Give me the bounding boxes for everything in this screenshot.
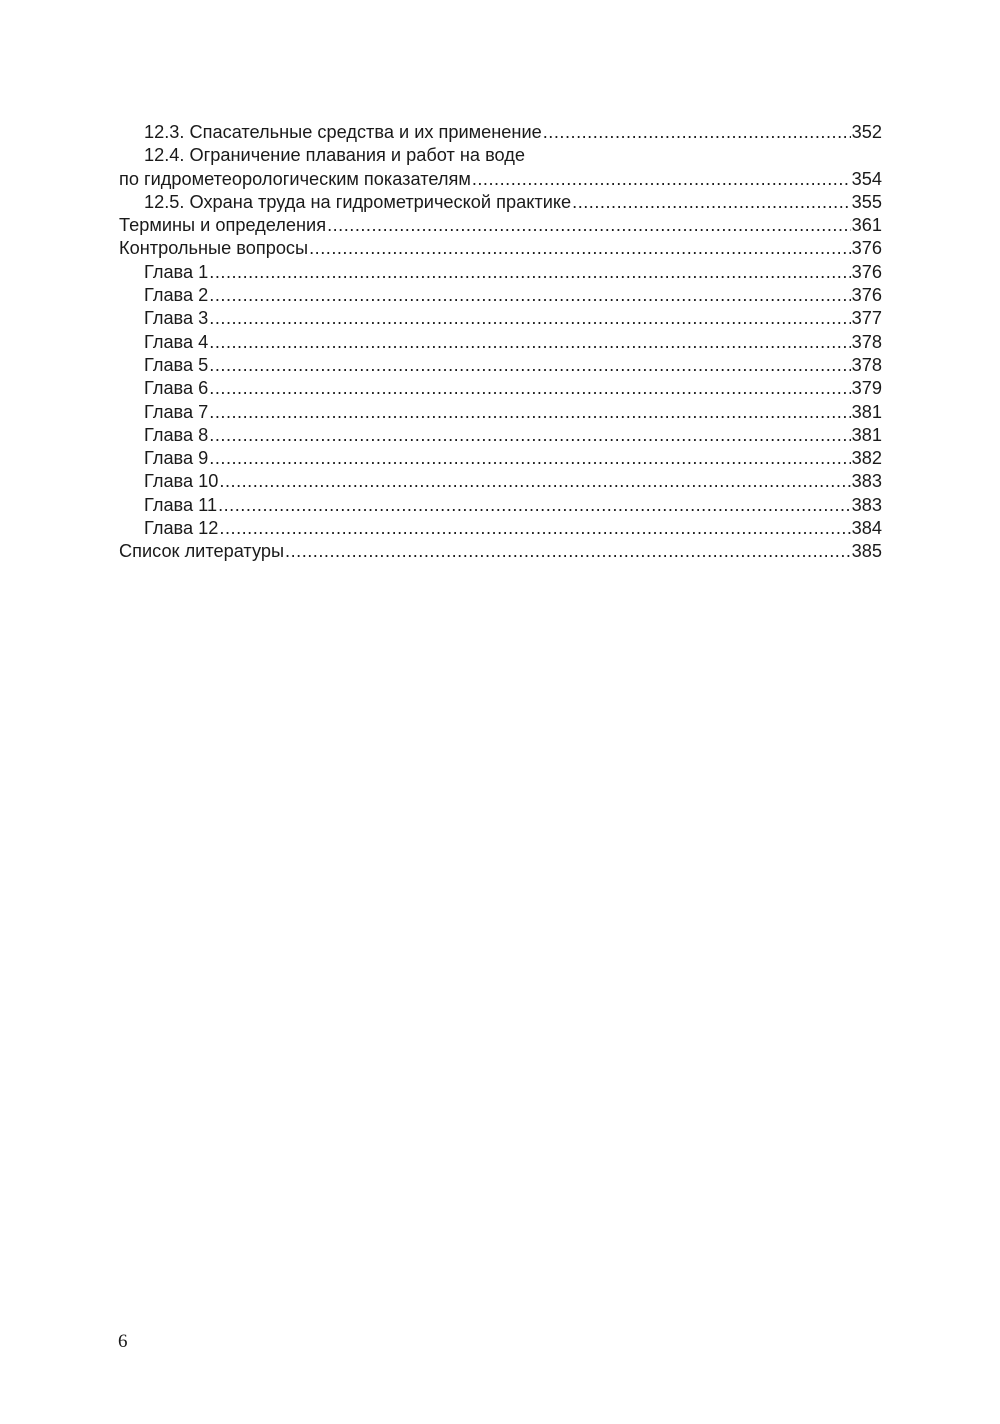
toc-entry-page: 378 bbox=[851, 354, 882, 375]
toc-entry-title: Глава 9 bbox=[144, 448, 209, 469]
toc-entry-page: 376 bbox=[851, 238, 882, 259]
toc-leader-dots bbox=[327, 214, 851, 237]
toc-entry-chapter-3[interactable] bbox=[119, 307, 882, 330]
toc-entry-chapter-5[interactable] bbox=[119, 354, 882, 377]
toc-leader-dots bbox=[472, 168, 851, 191]
toc-leader-dots bbox=[209, 447, 850, 470]
toc-entry-page: 383 bbox=[851, 494, 882, 515]
toc-leader-dots bbox=[209, 401, 850, 424]
toc-leader-dots bbox=[219, 517, 850, 540]
toc-entry-chapter-9[interactable] bbox=[119, 447, 882, 470]
toc-entry-page: 381 bbox=[851, 424, 882, 445]
toc-leader-dots bbox=[209, 307, 850, 330]
toc-leader-dots bbox=[219, 470, 850, 493]
toc-entry-title: Глава 2 bbox=[144, 285, 209, 306]
toc-entry-title: 12.5. Охрана труда на гидрометрической практике bbox=[144, 191, 572, 212]
toc-leader-dots bbox=[543, 121, 851, 144]
toc-entry-page: 381 bbox=[851, 401, 882, 422]
toc-leader-dots bbox=[209, 284, 850, 307]
toc-entry-chapter-4[interactable] bbox=[119, 331, 882, 354]
toc-entry-title: Термины и определения bbox=[119, 215, 327, 236]
toc-entry-title: Глава 8 bbox=[144, 424, 209, 445]
toc-entry-title: Глава 6 bbox=[144, 378, 209, 399]
toc-entry-12-3[interactable] bbox=[119, 121, 882, 144]
toc-entry-title: Глава 7 bbox=[144, 401, 209, 422]
toc-entry-title: Контрольные вопросы bbox=[119, 238, 309, 259]
toc-entry-12-4-first-line[interactable] bbox=[119, 144, 882, 167]
toc-entry-chapter-12[interactable] bbox=[119, 517, 882, 540]
toc-entry-12-4-continuation[interactable] bbox=[119, 168, 882, 191]
toc-entry-title: Глава 3 bbox=[144, 308, 209, 329]
toc-entry-page: 376 bbox=[851, 285, 882, 306]
toc-entry-title: 12.3. Спасательные средства и их применение bbox=[144, 122, 542, 142]
toc-entry-chapter-8[interactable] bbox=[119, 424, 882, 447]
toc-entry-title: Глава 12 bbox=[144, 518, 219, 539]
toc-entry-title: Глава 11 bbox=[144, 494, 218, 515]
toc-leader-dots bbox=[209, 354, 850, 377]
toc-entry-terms[interactable] bbox=[119, 214, 882, 237]
toc-entry-12-5[interactable] bbox=[119, 191, 882, 214]
toc-entry-page: 377 bbox=[851, 308, 882, 329]
toc-entry-chapter-6[interactable] bbox=[119, 377, 882, 400]
toc-entry-title: 12.4. Ограничение плавания и работ на воде bbox=[144, 145, 526, 166]
toc-entry-title: Список литературы bbox=[119, 541, 285, 562]
toc-entry-page: 352 bbox=[851, 122, 882, 142]
toc-leader-dots bbox=[209, 424, 850, 447]
toc-entry-chapter-1[interactable] bbox=[119, 261, 882, 284]
toc-entry-title: Глава 4 bbox=[144, 331, 209, 352]
toc-leader-dots bbox=[209, 261, 850, 284]
toc-entry-page: 382 bbox=[851, 448, 882, 469]
toc-entry-page: 385 bbox=[851, 541, 882, 562]
toc-entry-title: по гидрометеорологическим показателям bbox=[119, 168, 471, 189]
toc-entry-page: 354 bbox=[851, 168, 882, 189]
page-number: 6 bbox=[118, 1331, 128, 1352]
toc-entry-page: 376 bbox=[851, 261, 882, 282]
toc-entry-page: 378 bbox=[851, 331, 882, 352]
toc-entry-title: Глава 1 bbox=[144, 261, 209, 282]
toc-entry-page: 361 bbox=[851, 215, 882, 236]
toc-entry-control-questions[interactable] bbox=[119, 237, 882, 260]
toc-entry-page: 384 bbox=[851, 518, 882, 539]
toc-entry-page: 379 bbox=[851, 378, 882, 399]
toc-entry-title: Глава 5 bbox=[144, 354, 209, 375]
toc-entry-chapter-10[interactable] bbox=[119, 470, 882, 493]
toc-entry-chapter-7[interactable] bbox=[119, 401, 882, 424]
toc-entry-page: 383 bbox=[851, 471, 882, 492]
toc-leader-dots bbox=[209, 377, 850, 400]
toc-leader-dots bbox=[209, 331, 850, 354]
toc-leader-dots bbox=[309, 237, 851, 260]
toc-entry-bibliography[interactable] bbox=[119, 540, 882, 563]
toc-leader-dots bbox=[218, 494, 851, 517]
toc-leader-dots bbox=[285, 540, 851, 563]
toc-entry-chapter-11[interactable] bbox=[119, 494, 882, 517]
table-of-contents bbox=[119, 121, 882, 564]
toc-entry-title: Глава 10 bbox=[144, 471, 219, 492]
toc-entry-chapter-2[interactable] bbox=[119, 284, 882, 307]
toc-leader-dots bbox=[572, 191, 851, 214]
toc-entry-page: 355 bbox=[851, 191, 882, 212]
